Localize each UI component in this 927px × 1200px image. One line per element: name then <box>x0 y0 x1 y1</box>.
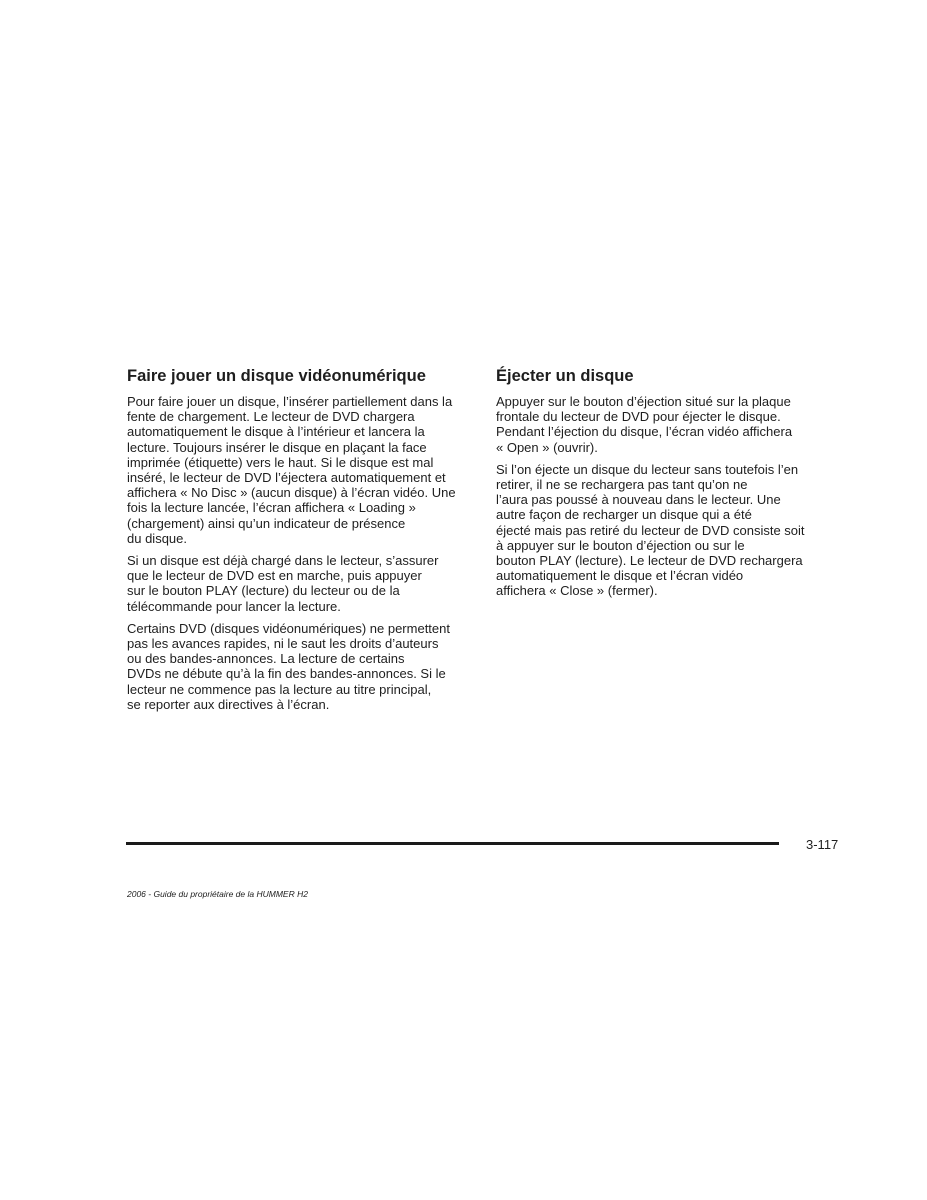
text-line: inséré, le lecteur de DVD l’éjectera automatiquement et <box>127 470 446 486</box>
text-line: télécommande pour lancer la lecture. <box>127 598 341 614</box>
text-line: automatiquement le disque à l’intérieur et lancera la <box>127 424 425 440</box>
play-disc-paragraph-2 <box>127 553 472 614</box>
text-line: fente de chargement. Le lecteur de DVD chargera <box>127 409 415 425</box>
text-line: Si l’on éjecte un disque du lecteur sans toutefois l’en <box>496 461 799 477</box>
text-line: imprimée (étiquette) vers le haut. Si le disque est mal <box>127 454 434 470</box>
text-line: éjecté mais pas retiré du lecteur de DVD consiste soit <box>496 522 805 538</box>
text-line: l’aura pas poussé à nouveau dans le lecteur. Une <box>496 492 781 508</box>
text-line: retirer, il ne se rechargera pas tant qu’on ne <box>496 477 748 493</box>
text-line: à appuyer sur le bouton d’éjection ou sur le <box>496 537 745 553</box>
text-line: « Open » (ouvrir). <box>496 439 598 455</box>
text-line: Si un disque est déjà chargé dans le lecteur, s’assurer <box>127 553 439 569</box>
eject-disc-paragraph-1 <box>496 394 841 455</box>
right-column <box>496 365 841 606</box>
text-line: affichera « Close » (fermer). <box>496 583 658 599</box>
text-line: (chargement) ainsi qu’un indicateur de présence <box>127 515 406 531</box>
text-line: affichera « No Disc » (aucun disque) à l’écran vidéo. Une <box>127 485 456 501</box>
text-line: automatiquement le disque et l’écran vidéo <box>496 568 744 584</box>
text-line: fois la lecture lancée, l’écran affichera « Loading » <box>127 500 416 516</box>
text-line: bouton PLAY (lecture). Le lecteur de DVD rechargera <box>496 553 803 569</box>
play-disc-paragraph-3 <box>127 621 472 712</box>
left-column <box>127 365 472 719</box>
text-line: autre façon de recharger un disque qui a été <box>496 507 752 523</box>
text-line: Appuyer sur le bouton d’éjection situé sur la plaque <box>496 394 791 409</box>
text-line: DVDs ne débute qu’à la fin des bandes-annonces. Si le <box>127 666 446 682</box>
text-line: se reporter aux directives à l’écran. <box>127 696 330 712</box>
text-line: ou des bandes-annonces. La lecture de certains <box>127 651 405 667</box>
text-line: frontale du lecteur de DVD pour éjecter le disque. <box>496 409 781 425</box>
text-line: lecteur ne commence pas la lecture au titre principal, <box>127 681 432 697</box>
text-line: pas les avances rapides, ni le saut les droits d’auteurs <box>127 636 439 652</box>
footer-rule <box>126 842 779 845</box>
text-line: que le lecteur de DVD est en marche, puis appuyer <box>127 568 422 584</box>
eject-disc-heading: Éjecter un disque <box>496 367 634 385</box>
text-line: Pendant l’éjection du disque, l’écran vidéo affichera <box>496 424 793 440</box>
text-line: sur le bouton PLAY (lecture) du lecteur ou de la <box>127 583 400 599</box>
play-disc-heading: Faire jouer un disque vidéonumérique <box>127 367 426 385</box>
play-disc-paragraph-1 <box>127 394 472 546</box>
text-line: Certains DVD (disques vidéonumériques) ne permettent <box>127 620 450 636</box>
footer-note: 2006 - Guide du propriétaire de la HUMMER H2 <box>127 889 308 899</box>
eject-disc-paragraph-2 <box>496 462 841 599</box>
text-line: Pour faire jouer un disque, l’insérer partiellement dans la <box>127 394 453 409</box>
text-line: lecture. Toujours insérer le disque en plaçant la face <box>127 439 427 455</box>
text-line: du disque. <box>127 530 187 546</box>
page-number: 3-117 <box>806 837 839 852</box>
